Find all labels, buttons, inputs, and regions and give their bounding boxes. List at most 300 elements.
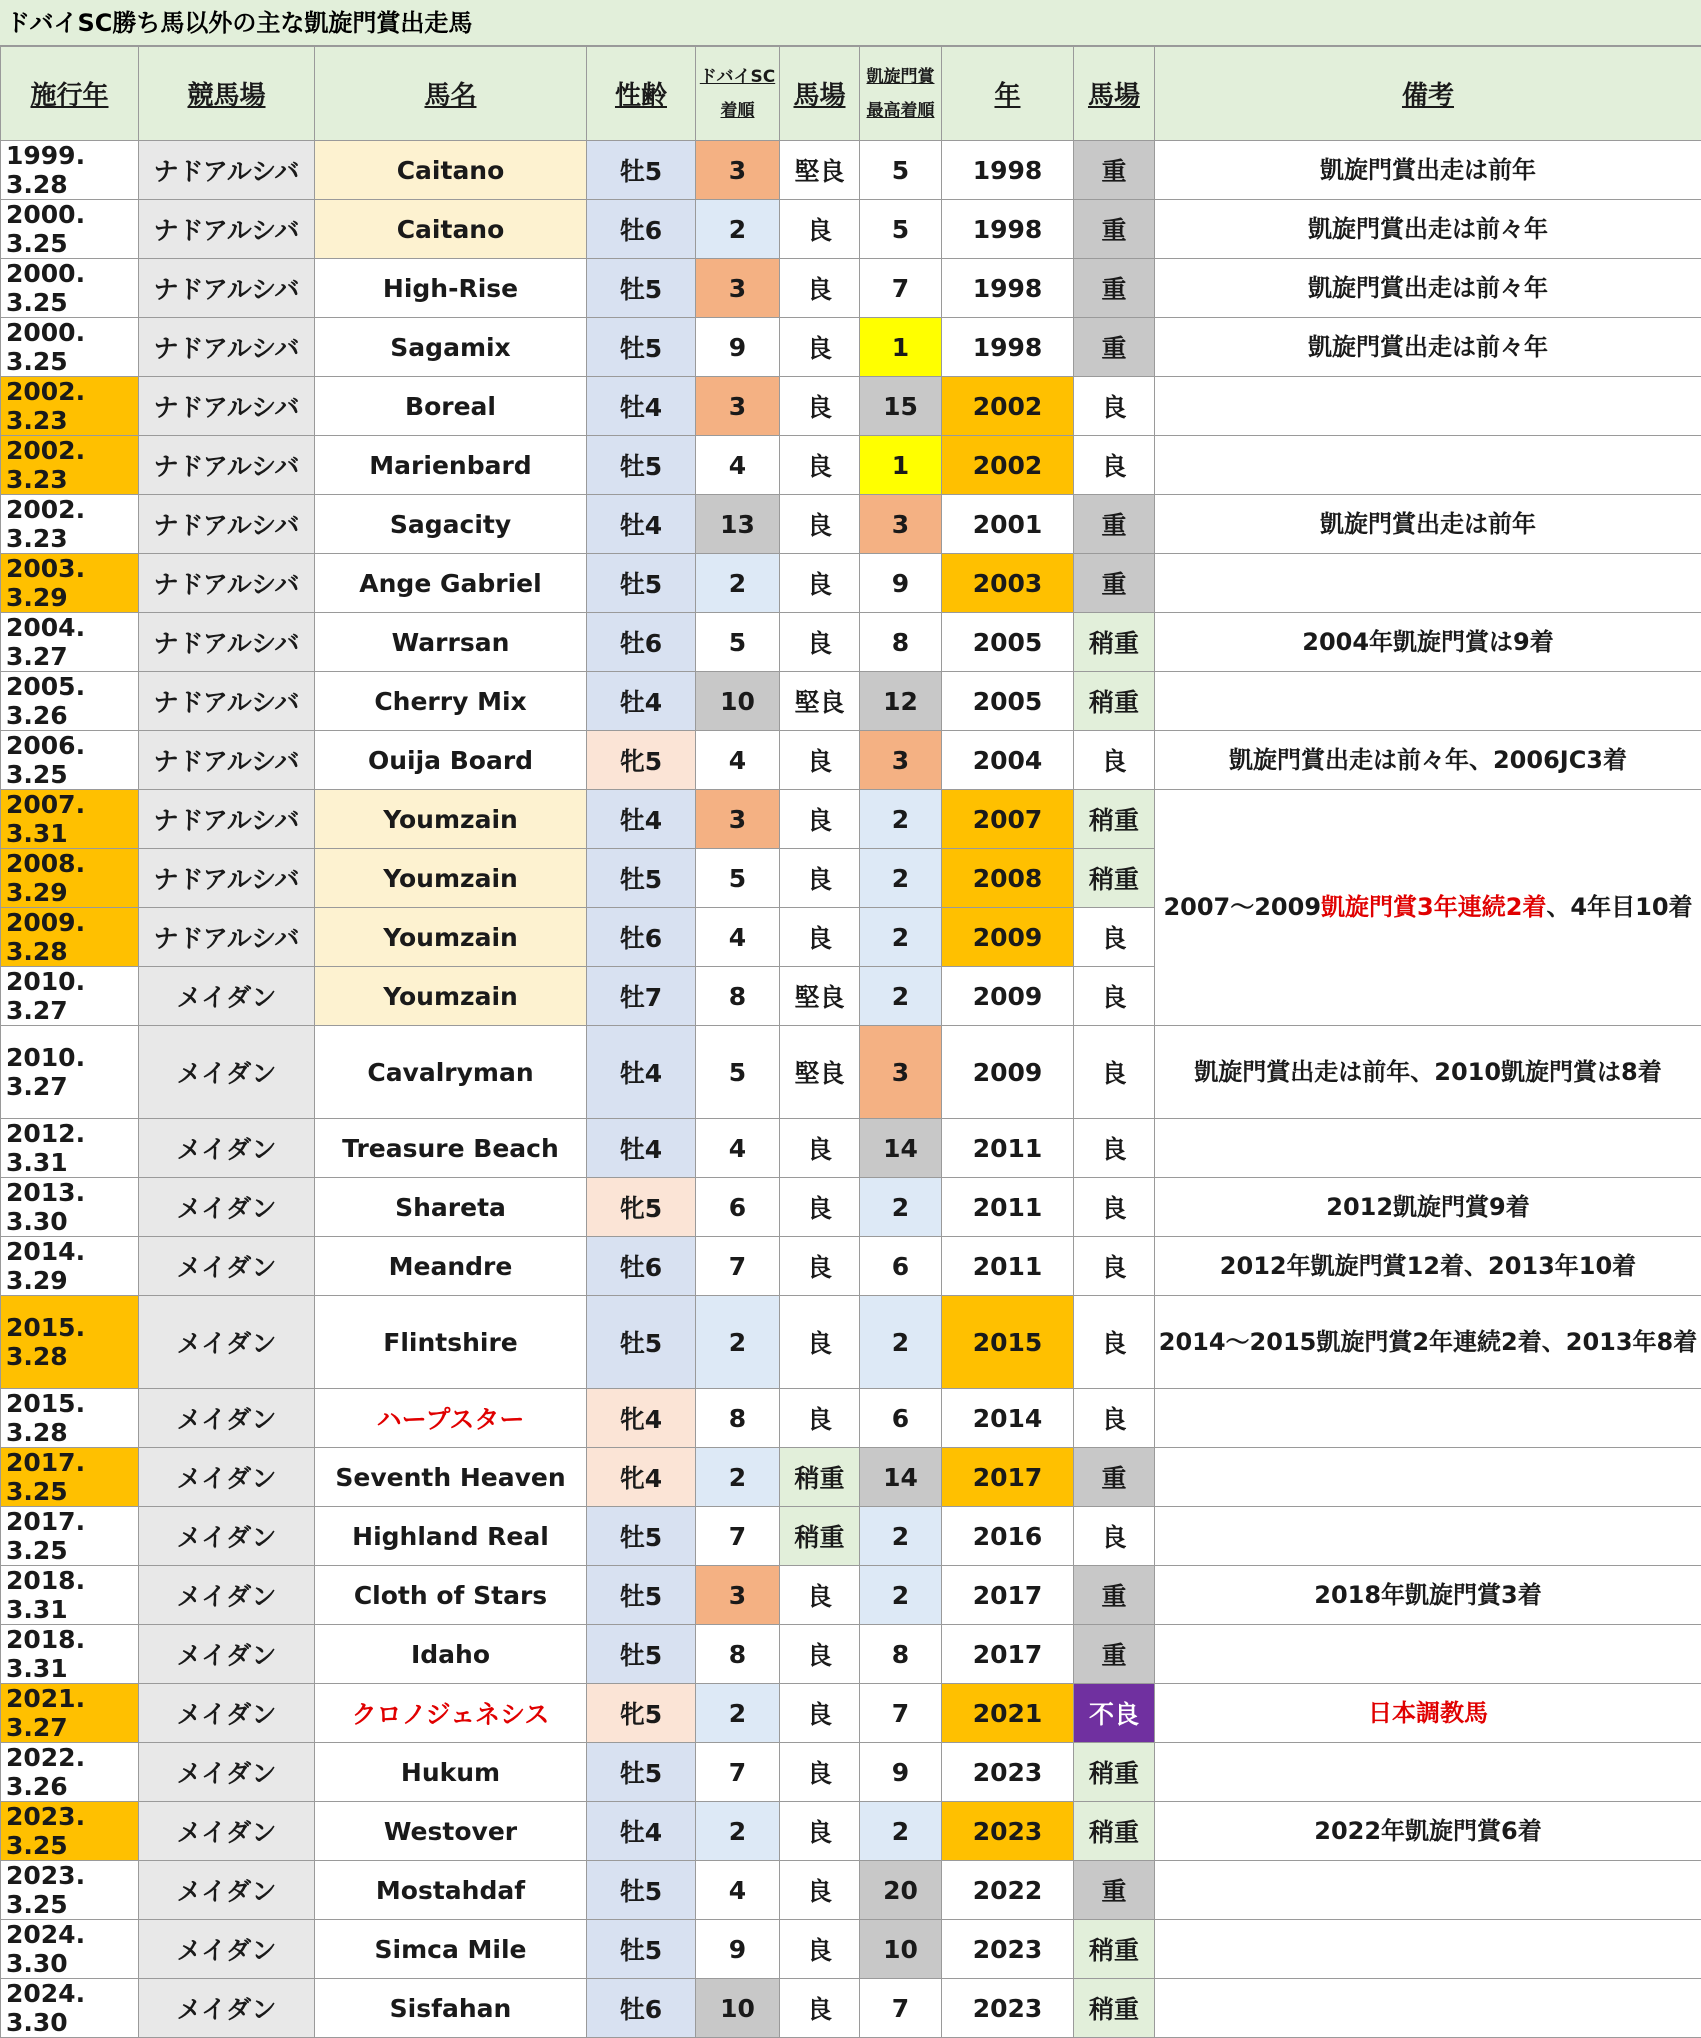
cell-going-arc[interactable]: 重 (1074, 1625, 1155, 1684)
cell-sexage[interactable]: 牡5 (587, 1625, 696, 1684)
cell-going-dsc[interactable]: 良 (780, 731, 860, 790)
cell-date[interactable]: 2015. 3.28 (1, 1296, 139, 1389)
cell-arc-best[interactable]: 7 (860, 1979, 942, 2038)
cell-horse[interactable]: Sagacity (315, 495, 587, 554)
cell-remark[interactable]: 2014～2015凱旋門賞2年連続2着、2013年8着 (1155, 1296, 1701, 1389)
cell-dsc-rank[interactable]: 10 (696, 1979, 780, 2038)
cell-year[interactable]: 2011 (942, 1237, 1074, 1296)
cell-going-dsc[interactable]: 良 (780, 1979, 860, 2038)
cell-sexage[interactable]: 牡5 (587, 1861, 696, 1920)
cell-sexage[interactable]: 牡6 (587, 1237, 696, 1296)
cell-year[interactable]: 2022 (942, 1861, 1074, 1920)
header-remark[interactable]: 備考 (1155, 47, 1701, 141)
cell-year[interactable]: 2023 (942, 1979, 1074, 2038)
cell-horse[interactable]: Westover (315, 1802, 587, 1861)
cell-dsc-rank[interactable]: 7 (696, 1237, 780, 1296)
cell-going-arc[interactable]: 稍重 (1074, 1920, 1155, 1979)
cell-going-arc[interactable]: 稍重 (1074, 790, 1155, 849)
cell-going-arc[interactable]: 稍重 (1074, 849, 1155, 908)
cell-remark[interactable]: 凱旋門賞出走は前々年、2006JC3着 (1155, 731, 1701, 790)
cell-horse[interactable]: Youmzain (315, 849, 587, 908)
cell-dsc-rank[interactable]: 7 (696, 1743, 780, 1802)
cell-date[interactable]: 2018. 3.31 (1, 1566, 139, 1625)
cell-sexage[interactable]: 牡5 (587, 436, 696, 495)
cell-date[interactable]: 2021. 3.27 (1, 1684, 139, 1743)
cell-course[interactable]: ナドアルシバ (139, 849, 315, 908)
cell-remark[interactable]: 凱旋門賞出走は前年 (1155, 495, 1701, 554)
cell-horse[interactable]: High-Rise (315, 259, 587, 318)
cell-year[interactable]: 2011 (942, 1119, 1074, 1178)
cell-remark[interactable] (1155, 377, 1701, 436)
cell-horse[interactable]: Mostahdaf (315, 1861, 587, 1920)
cell-going-arc[interactable]: 重 (1074, 200, 1155, 259)
cell-course[interactable]: ナドアルシバ (139, 259, 315, 318)
cell-horse[interactable]: Hukum (315, 1743, 587, 1802)
cell-remark[interactable]: 2004年凱旋門賞は9着 (1155, 613, 1701, 672)
cell-arc-best[interactable]: 3 (860, 1026, 942, 1119)
cell-arc-best[interactable]: 5 (860, 141, 942, 200)
cell-arc-best[interactable]: 2 (860, 1178, 942, 1237)
cell-sexage[interactable]: 牡5 (587, 141, 696, 200)
cell-horse[interactable]: Meandre (315, 1237, 587, 1296)
cell-going-dsc[interactable]: 良 (780, 1625, 860, 1684)
cell-date[interactable]: 2024. 3.30 (1, 1979, 139, 2038)
cell-year[interactable]: 2023 (942, 1920, 1074, 1979)
cell-remark[interactable]: 日本調教馬 (1155, 1684, 1701, 1743)
cell-going-dsc[interactable]: 稍重 (780, 1507, 860, 1566)
cell-dsc-rank[interactable]: 6 (696, 1178, 780, 1237)
cell-going-dsc[interactable]: 良 (780, 554, 860, 613)
header-going-arc[interactable]: 馬場 (1074, 47, 1155, 141)
cell-arc-best[interactable]: 2 (860, 908, 942, 967)
cell-date[interactable]: 2023. 3.25 (1, 1802, 139, 1861)
cell-horse[interactable]: Warrsan (315, 613, 587, 672)
cell-horse[interactable]: Youmzain (315, 790, 587, 849)
cell-course[interactable]: メイダン (139, 1743, 315, 1802)
cell-sexage[interactable]: 牡6 (587, 1979, 696, 2038)
cell-sexage[interactable]: 牡4 (587, 495, 696, 554)
cell-date[interactable]: 2024. 3.30 (1, 1920, 139, 1979)
cell-going-dsc[interactable]: 良 (780, 613, 860, 672)
cell-sexage[interactable]: 牡4 (587, 672, 696, 731)
cell-course[interactable]: メイダン (139, 1448, 315, 1507)
cell-remark[interactable] (1155, 1625, 1701, 1684)
cell-horse[interactable]: Cloth of Stars (315, 1566, 587, 1625)
cell-date[interactable]: 2003. 3.29 (1, 554, 139, 613)
cell-date[interactable]: 2017. 3.25 (1, 1507, 139, 1566)
cell-horse[interactable]: Youmzain (315, 967, 587, 1026)
cell-going-arc[interactable]: 良 (1074, 436, 1155, 495)
cell-going-arc[interactable]: 重 (1074, 1861, 1155, 1920)
cell-remark[interactable] (1155, 1448, 1701, 1507)
cell-horse[interactable]: Boreal (315, 377, 587, 436)
cell-arc-best[interactable]: 2 (860, 1566, 942, 1625)
cell-date[interactable]: 2000. 3.25 (1, 318, 139, 377)
cell-dsc-rank[interactable]: 5 (696, 613, 780, 672)
cell-course[interactable]: メイダン (139, 1920, 315, 1979)
cell-arc-best[interactable]: 7 (860, 1684, 942, 1743)
cell-sexage[interactable]: 牡5 (587, 259, 696, 318)
cell-date[interactable]: 2000. 3.25 (1, 259, 139, 318)
cell-going-arc[interactable]: 良 (1074, 1296, 1155, 1389)
cell-course[interactable]: ナドアルシバ (139, 141, 315, 200)
cell-date[interactable]: 2018. 3.31 (1, 1625, 139, 1684)
cell-dsc-rank[interactable]: 3 (696, 1566, 780, 1625)
cell-going-dsc[interactable]: 堅良 (780, 1026, 860, 1119)
cell-dsc-rank[interactable]: 13 (696, 495, 780, 554)
cell-going-arc[interactable]: 重 (1074, 495, 1155, 554)
cell-sexage[interactable]: 牡6 (587, 908, 696, 967)
cell-date[interactable]: 2010. 3.27 (1, 1026, 139, 1119)
cell-going-dsc[interactable]: 良 (780, 1296, 860, 1389)
cell-going-arc[interactable]: 稍重 (1074, 1979, 1155, 2038)
cell-horse[interactable]: Simca Mile (315, 1920, 587, 1979)
cell-dsc-rank[interactable]: 5 (696, 1026, 780, 1119)
cell-dsc-rank[interactable]: 2 (696, 1448, 780, 1507)
cell-sexage[interactable]: 牡4 (587, 790, 696, 849)
cell-dsc-rank[interactable]: 3 (696, 141, 780, 200)
cell-arc-best[interactable]: 2 (860, 790, 942, 849)
header-dsc-rank[interactable] (696, 47, 780, 141)
cell-dsc-rank[interactable]: 2 (696, 1684, 780, 1743)
cell-arc-best[interactable]: 9 (860, 554, 942, 613)
cell-going-dsc[interactable]: 良 (780, 1920, 860, 1979)
cell-remark[interactable] (1155, 1920, 1701, 1979)
cell-going-arc[interactable]: 重 (1074, 1566, 1155, 1625)
cell-date[interactable]: 2009. 3.28 (1, 908, 139, 967)
cell-going-dsc[interactable]: 良 (780, 1119, 860, 1178)
cell-going-arc[interactable]: 良 (1074, 967, 1155, 1026)
cell-dsc-rank[interactable]: 4 (696, 908, 780, 967)
cell-arc-best[interactable]: 2 (860, 1802, 942, 1861)
cell-course[interactable]: ナドアルシバ (139, 436, 315, 495)
cell-going-arc[interactable]: 重 (1074, 1448, 1155, 1507)
cell-arc-best[interactable]: 12 (860, 672, 942, 731)
cell-remark[interactable] (1155, 1119, 1701, 1178)
cell-course[interactable]: ナドアルシバ (139, 790, 315, 849)
cell-going-dsc[interactable]: 良 (780, 1389, 860, 1448)
cell-going-arc[interactable]: 良 (1074, 1178, 1155, 1237)
cell-going-dsc[interactable]: 稍重 (780, 1448, 860, 1507)
cell-going-dsc[interactable]: 良 (780, 318, 860, 377)
cell-course[interactable]: メイダン (139, 1237, 315, 1296)
cell-horse[interactable]: クロノジェネシス (315, 1684, 587, 1743)
cell-course[interactable]: メイダン (139, 1979, 315, 2038)
cell-arc-best[interactable]: 15 (860, 377, 942, 436)
cell-horse[interactable]: Youmzain (315, 908, 587, 967)
cell-horse[interactable]: Sisfahan (315, 1979, 587, 2038)
cell-going-dsc[interactable]: 良 (780, 908, 860, 967)
cell-arc-best[interactable]: 2 (860, 967, 942, 1026)
cell-date[interactable]: 2012. 3.31 (1, 1119, 139, 1178)
cell-date[interactable]: 2002. 3.23 (1, 495, 139, 554)
cell-course[interactable]: ナドアルシバ (139, 554, 315, 613)
cell-going-arc[interactable]: 良 (1074, 1237, 1155, 1296)
cell-sexage[interactable]: 牡5 (587, 318, 696, 377)
cell-going-dsc[interactable]: 堅良 (780, 967, 860, 1026)
cell-arc-best[interactable]: 2 (860, 1296, 942, 1389)
cell-going-arc[interactable]: 良 (1074, 1026, 1155, 1119)
cell-remark[interactable] (1155, 436, 1701, 495)
cell-year[interactable]: 2003 (942, 554, 1074, 613)
cell-sexage[interactable]: 牝5 (587, 1684, 696, 1743)
cell-arc-best[interactable]: 5 (860, 200, 942, 259)
cell-course[interactable]: ナドアルシバ (139, 613, 315, 672)
cell-going-arc[interactable]: 稍重 (1074, 1743, 1155, 1802)
header-year[interactable]: 年 (942, 47, 1074, 141)
cell-sexage[interactable]: 牡5 (587, 849, 696, 908)
cell-dsc-rank[interactable]: 10 (696, 672, 780, 731)
cell-date[interactable]: 2023. 3.25 (1, 1861, 139, 1920)
cell-course[interactable]: ナドアルシバ (139, 318, 315, 377)
cell-horse[interactable]: Cherry Mix (315, 672, 587, 731)
cell-course[interactable]: メイダン (139, 1119, 315, 1178)
cell-dsc-rank[interactable]: 8 (696, 967, 780, 1026)
cell-course[interactable]: メイダン (139, 1026, 315, 1119)
cell-year[interactable]: 2009 (942, 908, 1074, 967)
cell-year[interactable]: 2009 (942, 1026, 1074, 1119)
cell-going-dsc[interactable]: 良 (780, 436, 860, 495)
cell-dsc-rank[interactable]: 2 (696, 200, 780, 259)
cell-going-arc[interactable]: 良 (1074, 1507, 1155, 1566)
cell-date[interactable]: 2017. 3.25 (1, 1448, 139, 1507)
cell-horse[interactable]: Cavalryman (315, 1026, 587, 1119)
cell-year[interactable]: 2023 (942, 1743, 1074, 1802)
cell-dsc-rank[interactable]: 4 (696, 731, 780, 790)
cell-dsc-rank[interactable]: 2 (696, 554, 780, 613)
cell-arc-best[interactable]: 9 (860, 1743, 942, 1802)
cell-sexage[interactable]: 牝5 (587, 731, 696, 790)
cell-sexage[interactable]: 牡4 (587, 1119, 696, 1178)
cell-year[interactable]: 2005 (942, 613, 1074, 672)
cell-date[interactable]: 2015. 3.28 (1, 1389, 139, 1448)
cell-going-dsc[interactable]: 良 (780, 200, 860, 259)
cell-sexage[interactable]: 牝4 (587, 1448, 696, 1507)
cell-dsc-rank[interactable]: 2 (696, 1296, 780, 1389)
cell-date[interactable]: 2007. 3.31 (1, 790, 139, 849)
cell-date[interactable]: 2000. 3.25 (1, 200, 139, 259)
cell-remark[interactable]: 凱旋門賞出走は前々年 (1155, 318, 1701, 377)
cell-remark[interactable] (1155, 554, 1701, 613)
cell-year[interactable]: 2017 (942, 1566, 1074, 1625)
cell-going-arc[interactable]: 重 (1074, 554, 1155, 613)
cell-going-dsc[interactable]: 良 (780, 259, 860, 318)
cell-arc-best[interactable]: 7 (860, 259, 942, 318)
cell-going-dsc[interactable]: 堅良 (780, 141, 860, 200)
cell-dsc-rank[interactable]: 4 (696, 1861, 780, 1920)
cell-horse[interactable]: Caitano (315, 200, 587, 259)
cell-remark[interactable]: 2012年凱旋門賞12着、2013年10着 (1155, 1237, 1701, 1296)
header-sexage[interactable]: 性齢 (587, 47, 696, 141)
cell-year[interactable]: 2023 (942, 1802, 1074, 1861)
cell-dsc-rank[interactable]: 9 (696, 318, 780, 377)
cell-remark[interactable] (1155, 1389, 1701, 1448)
cell-remark[interactable] (1155, 1743, 1701, 1802)
cell-horse[interactable]: Caitano (315, 141, 587, 200)
cell-year[interactable]: 2015 (942, 1296, 1074, 1389)
cell-going-arc[interactable]: 良 (1074, 1389, 1155, 1448)
cell-date[interactable]: 2002. 3.23 (1, 377, 139, 436)
cell-remark[interactable]: 凱旋門賞出走は前々年 (1155, 259, 1701, 318)
cell-dsc-rank[interactable]: 4 (696, 1119, 780, 1178)
cell-going-dsc[interactable]: 良 (780, 1237, 860, 1296)
cell-remark[interactable]: 2018年凱旋門賞3着 (1155, 1566, 1701, 1625)
cell-sexage[interactable]: 牡6 (587, 613, 696, 672)
cell-sexage[interactable]: 牡6 (587, 200, 696, 259)
cell-going-arc[interactable]: 稍重 (1074, 1802, 1155, 1861)
cell-remark[interactable]: 2022年凱旋門賞6着 (1155, 1802, 1701, 1861)
cell-sexage[interactable]: 牡4 (587, 1026, 696, 1119)
cell-dsc-rank[interactable]: 3 (696, 259, 780, 318)
cell-arc-best[interactable]: 1 (860, 436, 942, 495)
cell-sexage[interactable]: 牡5 (587, 1566, 696, 1625)
cell-remark[interactable] (1155, 790, 1701, 1026)
cell-arc-best[interactable]: 10 (860, 1920, 942, 1979)
cell-arc-best[interactable]: 8 (860, 613, 942, 672)
cell-remark[interactable] (1155, 672, 1701, 731)
cell-remark[interactable]: 凱旋門賞出走は前々年 (1155, 200, 1701, 259)
cell-going-dsc[interactable]: 良 (780, 790, 860, 849)
cell-going-arc[interactable]: 良 (1074, 908, 1155, 967)
cell-horse[interactable]: Highland Real (315, 1507, 587, 1566)
cell-dsc-rank[interactable]: 7 (696, 1507, 780, 1566)
cell-going-dsc[interactable]: 良 (780, 377, 860, 436)
header-date[interactable]: 施行年 (1, 47, 139, 141)
cell-arc-best[interactable]: 14 (860, 1448, 942, 1507)
cell-course[interactable]: メイダン (139, 1296, 315, 1389)
cell-date[interactable]: 2006. 3.25 (1, 731, 139, 790)
cell-date[interactable]: 2002. 3.23 (1, 436, 139, 495)
cell-date[interactable]: 2014. 3.29 (1, 1237, 139, 1296)
cell-course[interactable]: ナドアルシバ (139, 200, 315, 259)
cell-remark[interactable]: 2012凱旋門賞9着 (1155, 1178, 1701, 1237)
cell-going-arc[interactable]: 良 (1074, 731, 1155, 790)
cell-date[interactable]: 1999. 3.28 (1, 141, 139, 200)
cell-horse[interactable]: Ouija Board (315, 731, 587, 790)
cell-sexage[interactable]: 牝5 (587, 1178, 696, 1237)
cell-going-arc[interactable]: 稍重 (1074, 672, 1155, 731)
cell-sexage[interactable]: 牡7 (587, 967, 696, 1026)
cell-horse[interactable]: ハープスター (315, 1389, 587, 1448)
cell-dsc-rank[interactable]: 5 (696, 849, 780, 908)
cell-arc-best[interactable]: 1 (860, 318, 942, 377)
cell-year[interactable]: 2005 (942, 672, 1074, 731)
cell-going-arc[interactable]: 重 (1074, 141, 1155, 200)
cell-horse[interactable]: Idaho (315, 1625, 587, 1684)
header-course[interactable]: 競馬場 (139, 47, 315, 141)
cell-sexage[interactable]: 牡4 (587, 1802, 696, 1861)
cell-date[interactable]: 2013. 3.30 (1, 1178, 139, 1237)
cell-horse[interactable]: Treasure Beach (315, 1119, 587, 1178)
cell-course[interactable]: ナドアルシバ (139, 731, 315, 790)
cell-year[interactable]: 2009 (942, 967, 1074, 1026)
cell-year[interactable]: 1998 (942, 259, 1074, 318)
cell-course[interactable]: ナドアルシバ (139, 377, 315, 436)
cell-year[interactable]: 1998 (942, 200, 1074, 259)
cell-date[interactable]: 2005. 3.26 (1, 672, 139, 731)
cell-course[interactable]: メイダン (139, 1802, 315, 1861)
cell-year[interactable]: 2017 (942, 1625, 1074, 1684)
cell-course[interactable]: ナドアルシバ (139, 908, 315, 967)
cell-year[interactable]: 2002 (942, 377, 1074, 436)
cell-arc-best[interactable]: 3 (860, 731, 942, 790)
cell-arc-best[interactable]: 3 (860, 495, 942, 554)
cell-dsc-rank[interactable]: 3 (696, 790, 780, 849)
cell-course[interactable]: メイダン (139, 1178, 315, 1237)
cell-date[interactable]: 2022. 3.26 (1, 1743, 139, 1802)
cell-going-arc[interactable]: 良 (1074, 1119, 1155, 1178)
cell-arc-best[interactable]: 8 (860, 1625, 942, 1684)
cell-year[interactable]: 1998 (942, 141, 1074, 200)
cell-sexage[interactable]: 牡5 (587, 1507, 696, 1566)
cell-year[interactable]: 2002 (942, 436, 1074, 495)
cell-horse[interactable]: Shareta (315, 1178, 587, 1237)
cell-dsc-rank[interactable]: 4 (696, 436, 780, 495)
cell-sexage[interactable]: 牡5 (587, 1743, 696, 1802)
cell-going-dsc[interactable]: 良 (780, 1684, 860, 1743)
header-horse[interactable]: 馬名 (315, 47, 587, 141)
cell-year[interactable]: 2014 (942, 1389, 1074, 1448)
cell-horse[interactable]: Seventh Heaven (315, 1448, 587, 1507)
cell-arc-best[interactable]: 2 (860, 849, 942, 908)
cell-horse[interactable]: Flintshire (315, 1296, 587, 1389)
cell-going-dsc[interactable]: 良 (780, 1743, 860, 1802)
cell-remark[interactable]: 凱旋門賞出走は前年 (1155, 141, 1701, 200)
cell-going-arc[interactable]: 不良 (1074, 1684, 1155, 1743)
cell-sexage[interactable]: 牡4 (587, 377, 696, 436)
cell-course[interactable]: ナドアルシバ (139, 672, 315, 731)
cell-year[interactable]: 2008 (942, 849, 1074, 908)
cell-sexage[interactable]: 牡5 (587, 1920, 696, 1979)
cell-date[interactable]: 2004. 3.27 (1, 613, 139, 672)
cell-date[interactable]: 2008. 3.29 (1, 849, 139, 908)
cell-sexage[interactable]: 牡5 (587, 1296, 696, 1389)
cell-year[interactable]: 2011 (942, 1178, 1074, 1237)
cell-course[interactable]: メイダン (139, 1566, 315, 1625)
cell-year[interactable]: 2017 (942, 1448, 1074, 1507)
cell-year[interactable]: 2001 (942, 495, 1074, 554)
cell-remark[interactable] (1155, 1979, 1701, 2038)
cell-arc-best[interactable]: 20 (860, 1861, 942, 1920)
cell-horse[interactable]: Ange Gabriel (315, 554, 587, 613)
cell-going-dsc[interactable]: 良 (780, 1566, 860, 1625)
cell-dsc-rank[interactable]: 8 (696, 1625, 780, 1684)
cell-dsc-rank[interactable]: 3 (696, 377, 780, 436)
cell-year[interactable]: 2021 (942, 1684, 1074, 1743)
cell-arc-best[interactable]: 6 (860, 1237, 942, 1296)
cell-date[interactable]: 2010. 3.27 (1, 967, 139, 1026)
cell-going-dsc[interactable]: 良 (780, 1802, 860, 1861)
cell-going-arc[interactable]: 重 (1074, 259, 1155, 318)
cell-arc-best[interactable]: 2 (860, 1507, 942, 1566)
cell-year[interactable]: 2016 (942, 1507, 1074, 1566)
cell-remark[interactable] (1155, 1507, 1701, 1566)
cell-year[interactable]: 1998 (942, 318, 1074, 377)
cell-course[interactable]: ナドアルシバ (139, 495, 315, 554)
header-going-dsc[interactable]: 馬場 (780, 47, 860, 141)
cell-remark[interactable]: 凱旋門賞出走は前年、2010凱旋門賞は8着 (1155, 1026, 1701, 1119)
cell-horse[interactable]: Sagamix (315, 318, 587, 377)
cell-course[interactable]: メイダン (139, 1507, 315, 1566)
cell-dsc-rank[interactable]: 9 (696, 1920, 780, 1979)
cell-arc-best[interactable]: 14 (860, 1119, 942, 1178)
cell-going-dsc[interactable]: 良 (780, 495, 860, 554)
cell-course[interactable]: メイダン (139, 1625, 315, 1684)
cell-course[interactable]: メイダン (139, 1861, 315, 1920)
cell-going-arc[interactable]: 稍重 (1074, 613, 1155, 672)
cell-sexage[interactable]: 牝4 (587, 1389, 696, 1448)
cell-dsc-rank[interactable]: 8 (696, 1389, 780, 1448)
